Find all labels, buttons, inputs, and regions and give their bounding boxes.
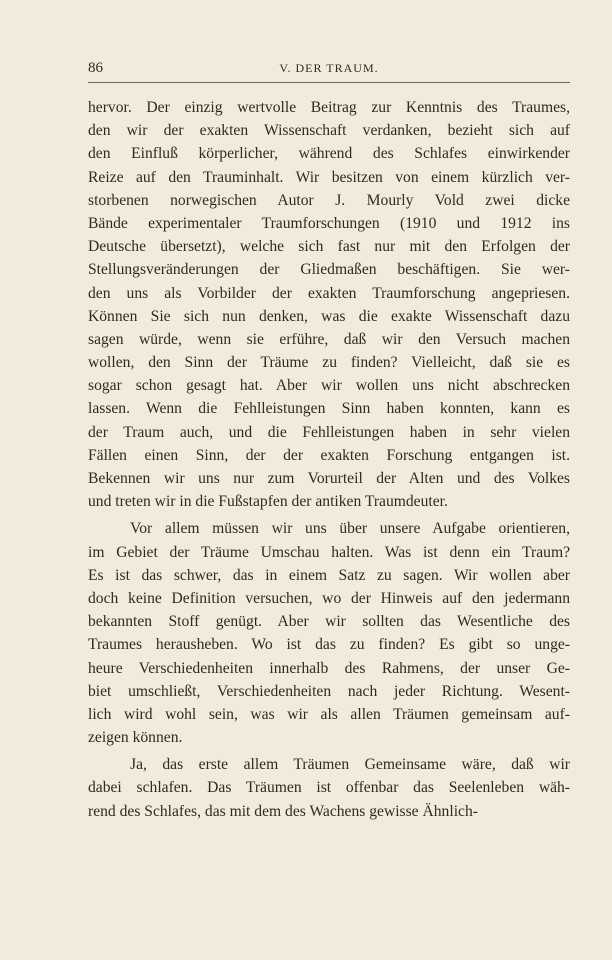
text-line: hervor. Der einzig wertvolle Beitrag zur Kenntnis des Traumes, (88, 99, 570, 116)
text-line: Bände experimentaler Traumforschungen (1910 und 1912 ins (88, 214, 570, 232)
text-line: Traumes herausheben. Wo ist das zu finden? Es gibt so unge- (88, 636, 570, 654)
text-line: Bekennen wir uns nur zum Vorurteil der Alten und des Volkes (88, 470, 570, 487)
text-line: Stellungsveränderungen der Gliedmaßen beschäftigen. Sie wer- (88, 261, 570, 279)
text-line: storbenen norwegischen Autor J. Mourly Vold zwei dicke (88, 191, 570, 209)
body-text (88, 96, 570, 823)
text-line: lassen. Wenn die Fehlleistungen Sinn haben konnten, kann es (88, 400, 570, 418)
text-line: den wir der exakten Wissenschaft verdanken, bezieht sich auf (88, 122, 570, 140)
text-line: Es ist das schwer, das in einem Satz zu sagen. Wir wollen aber (88, 566, 570, 584)
page-header (88, 60, 570, 80)
text-line: sogar schon gesagt hat. Aber wir wollen uns nicht abschrecken (88, 377, 570, 395)
text-line: zeigen können. (88, 729, 183, 747)
text-line: lich wird wohl sein, was wir als allen Träumen gemeinsam auf- (88, 705, 570, 723)
text-line: biet umschließt, Verschiedenheiten nach jeder Richtung. Wesent- (88, 682, 570, 700)
text-line: Können Sie sich nun denken, was die exakte Wissenschaft dazu (88, 307, 570, 325)
text-line: der Traum auch, und die Fehlleistungen haben in sehr vielen (88, 423, 570, 441)
text-line: Deutsche übersetzt), welche sich fast nur mit den Erfolgen der (88, 238, 570, 256)
text-line: Fällen einen Sinn, der der exakten Forschung entgangen ist. (88, 446, 570, 464)
text-line: wollen, den Sinn der Träume zu finden? Vielleicht, daß sie es (88, 354, 570, 372)
text-line: den uns als Vorbilder der exakten Traumforschung angepriesen. (88, 284, 570, 302)
text-line: heure Verschiedenheiten innerhalb des Rahmens, der unser Ge- (88, 659, 570, 677)
text-line: Reize auf den Trauminhalt. Wir besitzen von einem kürzlich ver- (88, 168, 570, 186)
text-line: im Gebiet der Träume Umschau halten. Was ist denn ein Traum? (88, 543, 570, 561)
text-line: Ja, das erste allem Träumen Gemeinsame wäre, daß wir (130, 756, 570, 774)
text-line: doch keine Definition versuchen, wo der Hinweis auf den jedermann (88, 589, 570, 607)
page-number: 86 (88, 60, 103, 76)
text-line: rend des Schlafes, das mit dem des Wachens gewisse Ähnlich- (88, 802, 478, 820)
text-line: und treten wir in die Fußstapfen der antiken Traumdeuter. (88, 493, 448, 511)
header-rule (88, 82, 570, 83)
text-line: dabei schlafen. Das Träumen ist offenbar das Seelenleben wäh- (88, 779, 570, 797)
text-line: sagen würde, wenn sie erführe, daß wir den Versuch machen (88, 330, 570, 348)
text-line: bekannten Stoff genügt. Aber wir sollten das Wesentliche des (88, 613, 570, 631)
text-line: Vor allem müssen wir uns über unsere Aufgabe orientieren, (130, 520, 570, 538)
running-title: V. DER TRAUM. (279, 61, 379, 75)
text-line: den Einfluß körperlicher, während des Schlafes einwirkender (88, 145, 570, 163)
